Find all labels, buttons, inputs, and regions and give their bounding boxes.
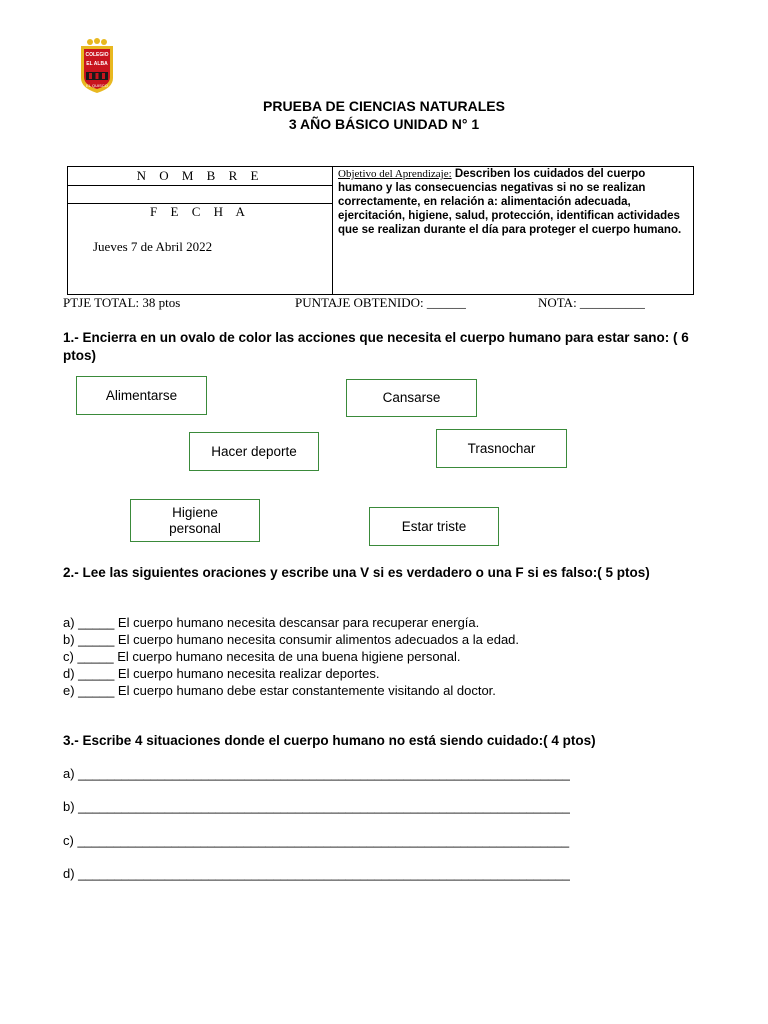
option-box (189, 432, 319, 471)
true-false-item: d) _____ El cuerpo humano necesita realizar deportes. (63, 666, 380, 681)
date-label: F E C H A (150, 204, 250, 219)
answer-line: d) ____________________________________________________________________ (63, 866, 570, 881)
option-box (130, 499, 260, 542)
student-info-table (67, 166, 694, 295)
option-label: Trasnochar (467, 440, 536, 456)
learning-objective (338, 167, 693, 237)
question-3-title: 3.- Escribe 4 situaciones donde el cuerpo humano no está siendo cuidado:( 4 ptos) (63, 733, 596, 748)
option-box (76, 376, 207, 415)
page-subtitle: 3 AÑO BÁSICO UNIDAD N° 1 (288, 116, 480, 132)
question-1-title: 1.- Encierra en un ovalo de color las acciones que necesita el cuerpo humano para estar sano: ( 6 ptos) (63, 330, 689, 363)
answer-line: c) ____________________________________________________________________ (63, 833, 570, 848)
question-2-title: 2.- Lee las siguientes oraciones y escribe una V si es verdadero o una F si es falso:( 5 ptos) (63, 565, 650, 580)
true-false-item: a) _____ El cuerpo humano necesita descansar para recuperar energía. (63, 615, 480, 630)
option-box (369, 507, 499, 546)
answer-line: b) ____________________________________________________________________ (63, 799, 570, 814)
school-logo (78, 38, 116, 94)
answer-line: a) ____________________________________________________________________ (63, 766, 570, 781)
true-false-item: c) _____ El cuerpo humano necesita de una buena higiene personal. (63, 649, 461, 664)
name-label: N O M B R E (136, 168, 264, 183)
option-box (436, 429, 567, 468)
page-title: PRUEBA DE CIENCIAS NATURALES (263, 98, 505, 114)
date-value: Jueves 7 de Abril 2022 (93, 239, 213, 254)
option-label: Higiene personal (169, 504, 221, 536)
total-score: PTJE TOTAL: 38 ptos (63, 295, 181, 310)
objective-text: Describen los cuidados del cuerpo humano y las consecuencias negativas si no se realizan correctamente, en relación a: alimentación adecuada, ejercitación, higiene, salud, protección, identifican actividades que se realizan durante el día para proteger el cuerpo humano. (338, 168, 682, 236)
logo-text-2: EL ALBA (86, 61, 108, 67)
obtained-score: PUNTAJE OBTENIDO: ______ (295, 295, 466, 310)
grade: NOTA: __________ (538, 295, 645, 310)
true-false-item: e) _____ El cuerpo humano debe estar constantemente visitando al doctor. (63, 683, 496, 698)
logo-text-3: EL QUISCO (86, 83, 108, 88)
true-false-item: b) _____ El cuerpo humano necesita consumir alimentos adecuados a la edad. (63, 632, 520, 647)
option-label: Hacer deporte (211, 443, 297, 459)
option-box (346, 379, 477, 417)
option-label: Estar triste (401, 518, 467, 534)
option-label: Alimentarse (105, 387, 178, 403)
option-label: Cansarse (382, 390, 441, 405)
objective-label: Objetivo del Aprendizaje: (338, 168, 452, 180)
logo-text-1: COLEGIO (85, 52, 109, 58)
